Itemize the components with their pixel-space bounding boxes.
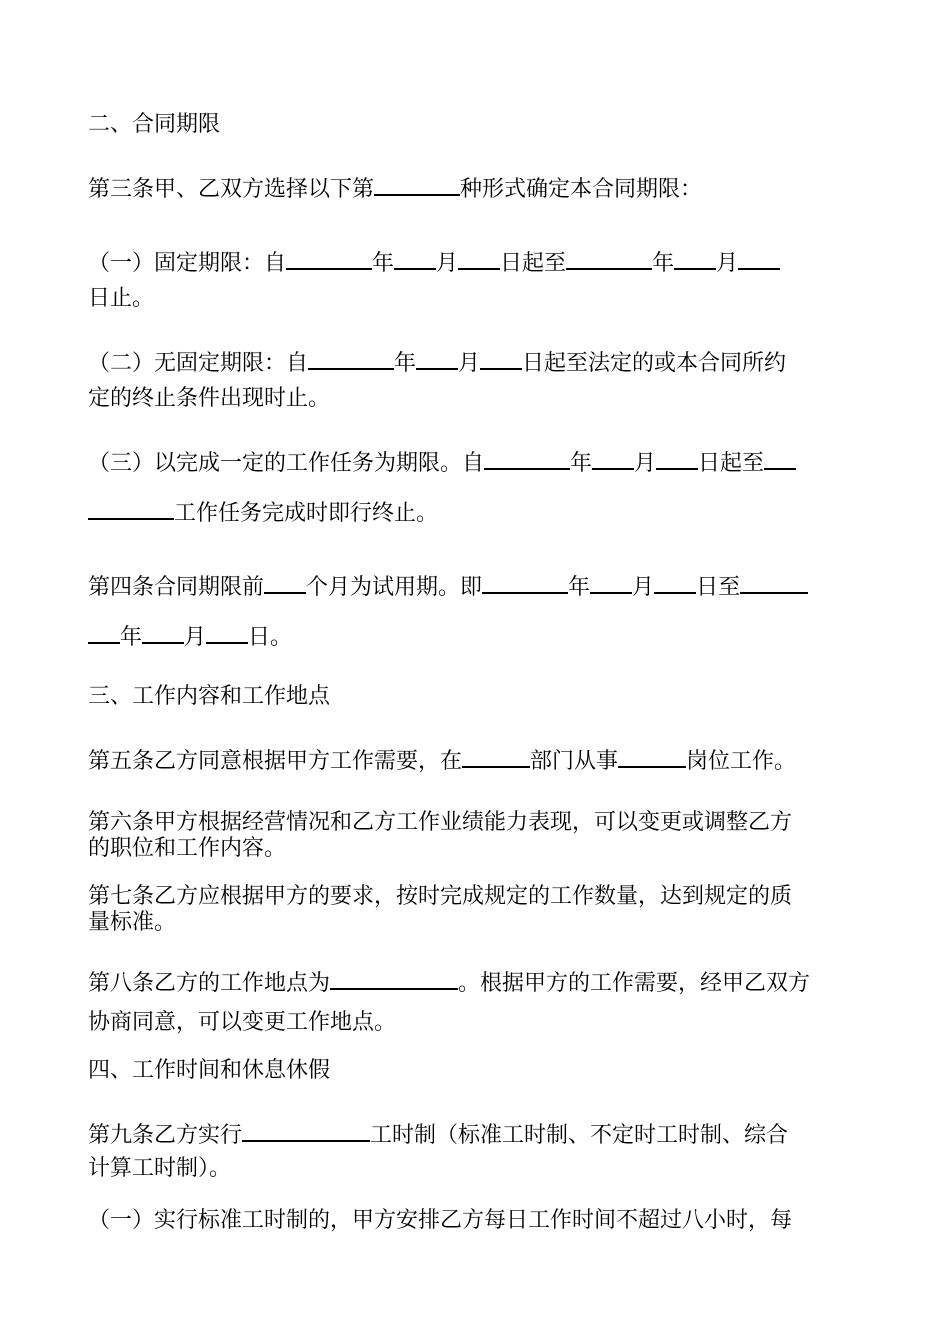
blank-field[interactable]	[740, 570, 808, 594]
option-3-line-2: 工作任务完成时即行终止。	[88, 496, 438, 526]
article-6-line-2: 的职位和工作内容。	[88, 836, 287, 861]
blank-field[interactable]	[88, 620, 120, 644]
article-9-line-1: 第九条乙方实行 工时制（标准工时制、不定时工时制、综合	[88, 1118, 788, 1148]
blank-field[interactable]	[374, 172, 460, 196]
blank-field[interactable]	[286, 246, 372, 270]
blank-field[interactable]	[484, 446, 570, 470]
article-5: 第五条乙方同意根据甲方工作需要，在 部门从事 岗位工作。	[88, 744, 796, 774]
section-heading-work: 三、工作内容和工作地点	[88, 684, 331, 709]
blank-field[interactable]	[416, 346, 458, 370]
article-7-line-2: 量标准。	[88, 910, 177, 935]
article-4-line-2: 年 月 日。	[88, 620, 292, 650]
blank-field[interactable]	[738, 246, 780, 270]
article-9-line-2: 计算工时制）。	[88, 1156, 232, 1181]
article-9-option-1: （一）实行标准工时制的，甲方安排乙方每日工作时间不超过八小时，每	[88, 1208, 793, 1233]
blank-field[interactable]	[482, 570, 568, 594]
blank-field[interactable]	[592, 446, 634, 470]
blank-field[interactable]	[764, 446, 796, 470]
blank-field[interactable]	[480, 346, 522, 370]
blank-field[interactable]	[394, 246, 436, 270]
blank-field[interactable]	[462, 744, 530, 768]
blank-field[interactable]	[308, 346, 394, 370]
article-8-line-1: 第八条乙方的工作地点为 。根据甲方的工作需要，经甲乙双方	[88, 966, 810, 996]
blank-field[interactable]	[654, 570, 696, 594]
blank-field[interactable]	[618, 744, 686, 768]
section-heading-hours: 四、工作时间和休息休假	[88, 1058, 331, 1083]
blank-field[interactable]	[242, 1118, 370, 1142]
article-6-line-1: 第六条甲方根据经营情况和乙方工作业绩能力表现，可以变更或调整乙方	[88, 810, 793, 835]
blank-field[interactable]	[458, 246, 500, 270]
blank-field[interactable]	[330, 966, 458, 990]
blank-field[interactable]	[264, 570, 306, 594]
option-1-line-1: （一）固定期限：自 年 月 日起至 年 月	[88, 246, 780, 276]
option-3-line-1: （三）以完成一定的工作任务为期限。自 年 月 日起至	[88, 446, 796, 476]
blank-field[interactable]	[566, 246, 652, 270]
blank-field[interactable]	[206, 620, 248, 644]
blank-field[interactable]	[590, 570, 632, 594]
option-2-line-1: （二）无固定期限：自 年 月 日起至法定的或本合同所约	[88, 346, 786, 376]
article-7-line-1: 第七条乙方应根据甲方的要求，按时完成规定的工作数量，达到规定的质	[88, 884, 793, 909]
blank-field[interactable]	[88, 496, 174, 520]
blank-field[interactable]	[674, 246, 716, 270]
article-4-line-1: 第四条合同期限前 个月为试用期。即 年 月 日至	[88, 570, 808, 600]
blank-field[interactable]	[142, 620, 184, 644]
section-heading-term: 二、合同期限	[88, 112, 221, 137]
blank-field[interactable]	[656, 446, 698, 470]
article-3: 第三条甲、乙双方选择以下第 种形式确定本合同期限：	[88, 172, 702, 202]
article-8-line-2: 协商同意，可以变更工作地点。	[88, 1010, 397, 1035]
option-1-line-2: 日止。	[88, 286, 155, 311]
option-2-line-2: 定的终止条件出现时止。	[88, 386, 331, 411]
